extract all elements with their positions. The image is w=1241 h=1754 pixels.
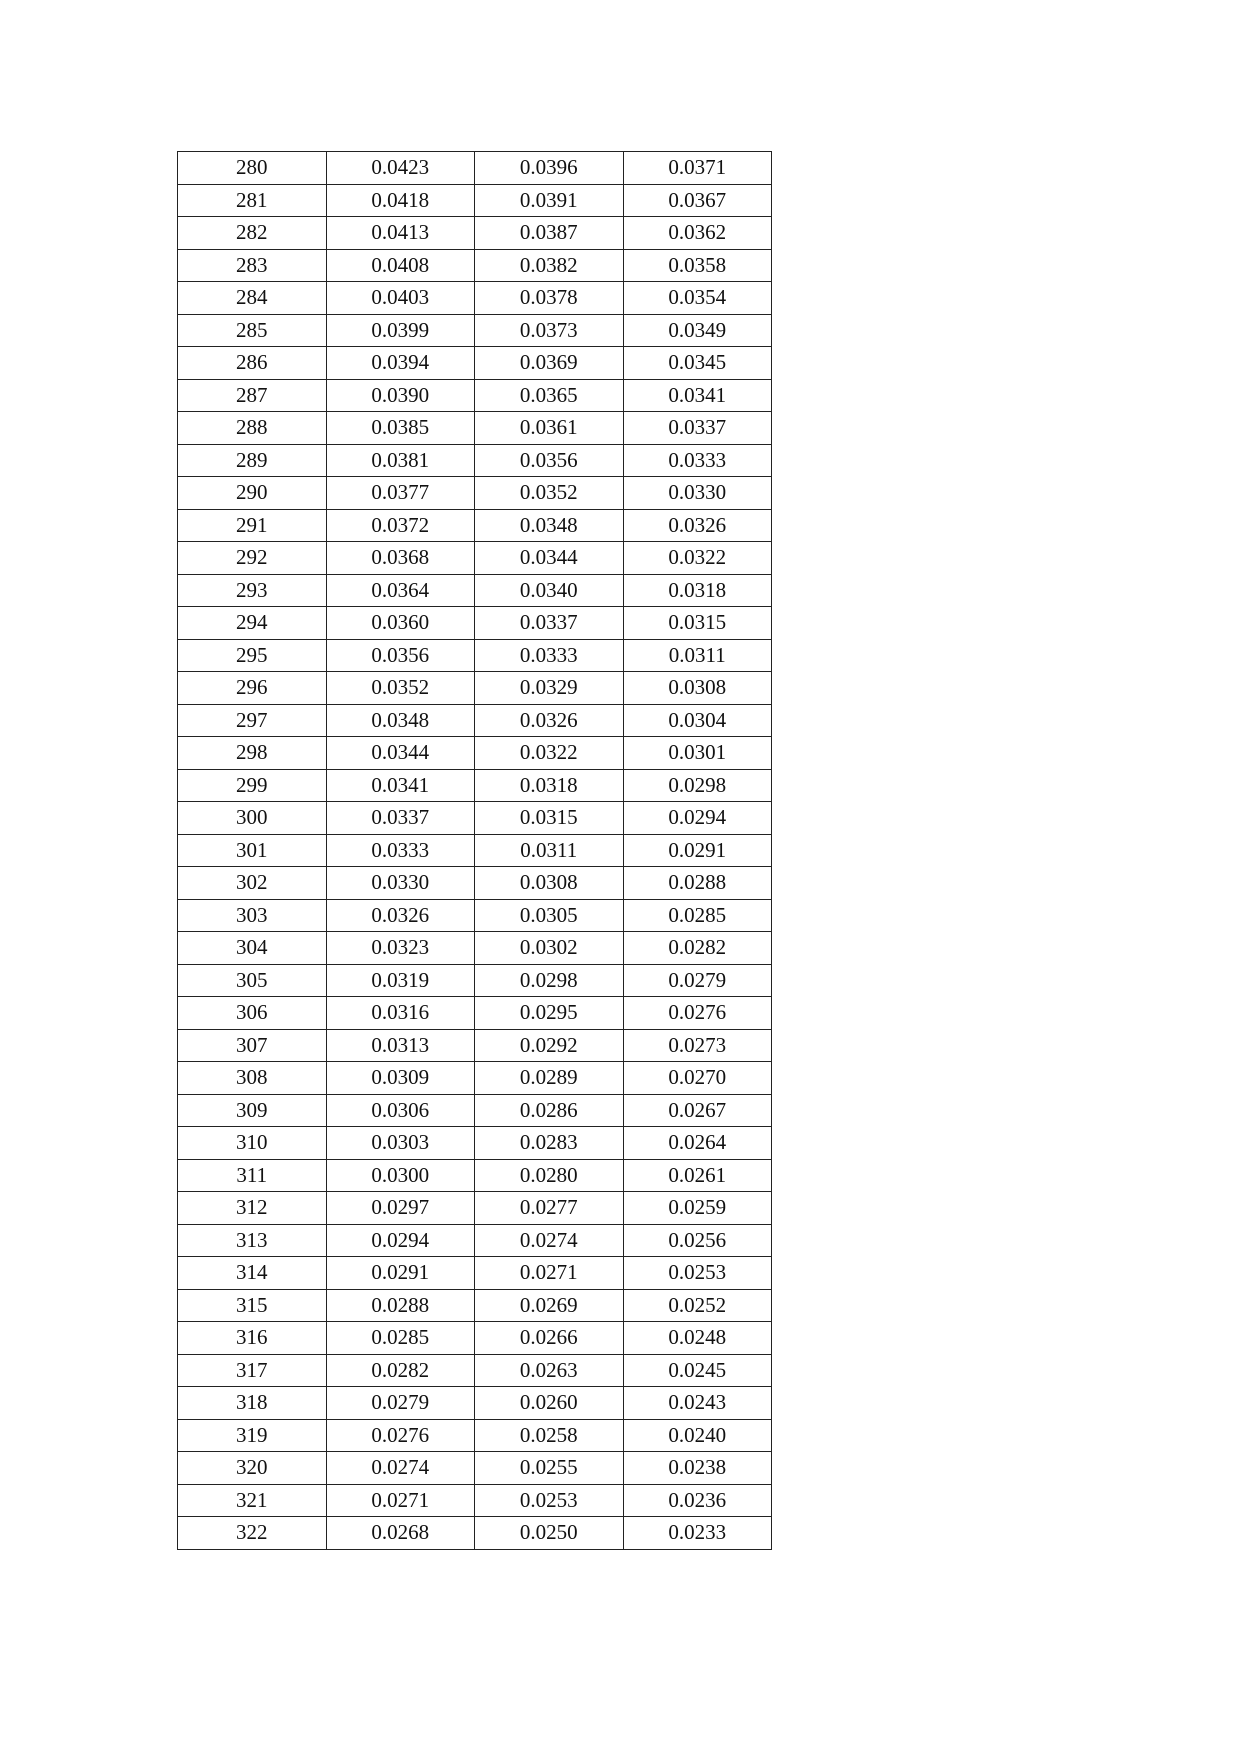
table-cell: 0.0361 — [475, 412, 624, 445]
table-cell: 285 — [178, 314, 327, 347]
table-cell: 0.0311 — [475, 834, 624, 867]
table-cell: 0.0394 — [326, 347, 475, 380]
table-row — [178, 737, 772, 770]
data-table — [177, 151, 772, 1550]
table-cell: 321 — [178, 1484, 327, 1517]
table-cell: 0.0330 — [623, 477, 772, 510]
table-cell: 0.0329 — [475, 672, 624, 705]
table-row — [178, 249, 772, 282]
table-cell: 0.0313 — [326, 1029, 475, 1062]
table-cell: 0.0276 — [326, 1419, 475, 1452]
table-cell: 312 — [178, 1192, 327, 1225]
table-row — [178, 1062, 772, 1095]
table-cell: 0.0263 — [475, 1354, 624, 1387]
table-row — [178, 867, 772, 900]
table-cell: 0.0337 — [475, 607, 624, 640]
table-cell: 297 — [178, 704, 327, 737]
table-row — [178, 509, 772, 542]
table-body — [178, 152, 772, 1550]
table-row — [178, 802, 772, 835]
table-cell: 0.0399 — [326, 314, 475, 347]
table-row — [178, 217, 772, 250]
table-cell: 311 — [178, 1159, 327, 1192]
table-cell: 0.0322 — [475, 737, 624, 770]
table-cell: 0.0323 — [326, 932, 475, 965]
table-cell: 287 — [178, 379, 327, 412]
table-cell: 0.0315 — [475, 802, 624, 835]
table-cell: 0.0368 — [326, 542, 475, 575]
table-cell: 0.0271 — [326, 1484, 475, 1517]
table-cell: 0.0285 — [623, 899, 772, 932]
table-cell: 0.0345 — [623, 347, 772, 380]
table-cell: 0.0268 — [326, 1517, 475, 1550]
table-row — [178, 899, 772, 932]
table-cell: 0.0233 — [623, 1517, 772, 1550]
table-cell: 0.0279 — [326, 1387, 475, 1420]
table-cell: 0.0236 — [623, 1484, 772, 1517]
table-cell: 0.0297 — [326, 1192, 475, 1225]
table-cell: 0.0358 — [623, 249, 772, 282]
table-row — [178, 1094, 772, 1127]
table-cell: 0.0282 — [623, 932, 772, 965]
table-cell: 0.0311 — [623, 639, 772, 672]
table-cell: 318 — [178, 1387, 327, 1420]
table-cell: 284 — [178, 282, 327, 315]
table-cell: 0.0258 — [475, 1419, 624, 1452]
table-cell: 0.0305 — [475, 899, 624, 932]
table-cell: 0.0348 — [475, 509, 624, 542]
table-cell: 0.0326 — [326, 899, 475, 932]
table-cell: 300 — [178, 802, 327, 835]
table-cell: 0.0279 — [623, 964, 772, 997]
table-cell: 0.0378 — [475, 282, 624, 315]
table-row — [178, 542, 772, 575]
table-row — [178, 769, 772, 802]
table-cell: 0.0253 — [623, 1257, 772, 1290]
table-cell: 0.0283 — [475, 1127, 624, 1160]
table-cell: 0.0274 — [326, 1452, 475, 1485]
table-cell: 0.0354 — [623, 282, 772, 315]
table-cell: 290 — [178, 477, 327, 510]
table-cell: 0.0288 — [326, 1289, 475, 1322]
table-cell: 302 — [178, 867, 327, 900]
table-cell: 0.0280 — [475, 1159, 624, 1192]
table-cell: 0.0298 — [475, 964, 624, 997]
table-cell: 0.0285 — [326, 1322, 475, 1355]
table-cell: 0.0385 — [326, 412, 475, 445]
table-cell: 320 — [178, 1452, 327, 1485]
table-cell: 0.0337 — [623, 412, 772, 445]
table-cell: 0.0316 — [326, 997, 475, 1030]
table-cell: 0.0330 — [326, 867, 475, 900]
table-cell: 0.0288 — [623, 867, 772, 900]
table-row — [178, 314, 772, 347]
table-cell: 0.0391 — [475, 184, 624, 217]
table-cell: 0.0341 — [326, 769, 475, 802]
table-cell: 0.0252 — [623, 1289, 772, 1322]
table-cell: 0.0291 — [326, 1257, 475, 1290]
table-cell: 303 — [178, 899, 327, 932]
table-row — [178, 1159, 772, 1192]
table-cell: 0.0362 — [623, 217, 772, 250]
table-cell: 0.0352 — [326, 672, 475, 705]
table-row — [178, 1322, 772, 1355]
table-cell: 0.0303 — [326, 1127, 475, 1160]
table-cell: 0.0292 — [475, 1029, 624, 1062]
table-cell: 0.0337 — [326, 802, 475, 835]
table-row — [178, 1029, 772, 1062]
table-cell: 0.0408 — [326, 249, 475, 282]
table-row — [178, 444, 772, 477]
table-cell: 0.0267 — [623, 1094, 772, 1127]
table-cell: 0.0308 — [475, 867, 624, 900]
table-row — [178, 639, 772, 672]
table-cell: 0.0318 — [475, 769, 624, 802]
table-cell: 0.0344 — [326, 737, 475, 770]
table-cell: 0.0282 — [326, 1354, 475, 1387]
table-cell: 0.0306 — [326, 1094, 475, 1127]
table-cell: 301 — [178, 834, 327, 867]
table-row — [178, 1517, 772, 1550]
table-cell: 0.0261 — [623, 1159, 772, 1192]
table-cell: 0.0369 — [475, 347, 624, 380]
table-row — [178, 607, 772, 640]
table-cell: 0.0291 — [623, 834, 772, 867]
table-cell: 0.0245 — [623, 1354, 772, 1387]
table-cell: 0.0255 — [475, 1452, 624, 1485]
table-cell: 0.0286 — [475, 1094, 624, 1127]
table-row — [178, 412, 772, 445]
table-cell: 317 — [178, 1354, 327, 1387]
table-cell: 315 — [178, 1289, 327, 1322]
table-cell: 293 — [178, 574, 327, 607]
table-cell: 299 — [178, 769, 327, 802]
table-cell: 0.0264 — [623, 1127, 772, 1160]
table-cell: 0.0256 — [623, 1224, 772, 1257]
table-cell: 306 — [178, 997, 327, 1030]
table-row — [178, 834, 772, 867]
table-row — [178, 1289, 772, 1322]
table-cell: 314 — [178, 1257, 327, 1290]
table-cell: 0.0340 — [475, 574, 624, 607]
table-cell: 0.0326 — [475, 704, 624, 737]
table-cell: 0.0333 — [475, 639, 624, 672]
table-row — [178, 672, 772, 705]
table-row — [178, 964, 772, 997]
table-row — [178, 152, 772, 185]
table-row — [178, 1419, 772, 1452]
table-cell: 294 — [178, 607, 327, 640]
table-cell: 0.0304 — [623, 704, 772, 737]
table-row — [178, 932, 772, 965]
table-row — [178, 574, 772, 607]
table-cell: 0.0294 — [326, 1224, 475, 1257]
table-cell: 0.0259 — [623, 1192, 772, 1225]
table-cell: 0.0253 — [475, 1484, 624, 1517]
table-cell: 0.0322 — [623, 542, 772, 575]
table-cell: 0.0274 — [475, 1224, 624, 1257]
table-cell: 291 — [178, 509, 327, 542]
table-cell: 0.0260 — [475, 1387, 624, 1420]
table-cell: 289 — [178, 444, 327, 477]
table-cell: 0.0318 — [623, 574, 772, 607]
table-cell: 288 — [178, 412, 327, 445]
table-cell: 0.0372 — [326, 509, 475, 542]
table-cell: 313 — [178, 1224, 327, 1257]
table-cell: 0.0266 — [475, 1322, 624, 1355]
table-row — [178, 1387, 772, 1420]
table-cell: 0.0248 — [623, 1322, 772, 1355]
table-cell: 0.0243 — [623, 1387, 772, 1420]
table-row — [178, 1127, 772, 1160]
table-cell: 0.0396 — [475, 152, 624, 185]
table-cell: 0.0356 — [475, 444, 624, 477]
table-cell: 0.0300 — [326, 1159, 475, 1192]
table-cell: 0.0371 — [623, 152, 772, 185]
table-cell: 0.0308 — [623, 672, 772, 705]
table-cell: 0.0333 — [326, 834, 475, 867]
table-cell: 0.0367 — [623, 184, 772, 217]
table-cell: 322 — [178, 1517, 327, 1550]
table-row — [178, 1354, 772, 1387]
table-cell: 0.0309 — [326, 1062, 475, 1095]
table-cell: 298 — [178, 737, 327, 770]
table-cell: 0.0333 — [623, 444, 772, 477]
table-row — [178, 1257, 772, 1290]
table-cell: 316 — [178, 1322, 327, 1355]
table-cell: 0.0352 — [475, 477, 624, 510]
table-cell: 0.0273 — [623, 1029, 772, 1062]
table-cell: 0.0341 — [623, 379, 772, 412]
table-cell: 0.0382 — [475, 249, 624, 282]
table-cell: 0.0295 — [475, 997, 624, 1030]
table-cell: 0.0344 — [475, 542, 624, 575]
table-cell: 0.0364 — [326, 574, 475, 607]
table-row — [178, 477, 772, 510]
table-cell: 0.0348 — [326, 704, 475, 737]
table-cell: 0.0349 — [623, 314, 772, 347]
table-cell: 0.0387 — [475, 217, 624, 250]
table-cell: 0.0423 — [326, 152, 475, 185]
table-row — [178, 347, 772, 380]
table-cell: 0.0319 — [326, 964, 475, 997]
table-cell: 282 — [178, 217, 327, 250]
table-cell: 0.0298 — [623, 769, 772, 802]
table-cell: 0.0238 — [623, 1452, 772, 1485]
table-cell: 0.0356 — [326, 639, 475, 672]
table-row — [178, 1484, 772, 1517]
table-cell: 0.0301 — [623, 737, 772, 770]
table-cell: 0.0269 — [475, 1289, 624, 1322]
table-cell: 305 — [178, 964, 327, 997]
table-cell: 0.0360 — [326, 607, 475, 640]
table-row — [178, 1452, 772, 1485]
table-cell: 0.0365 — [475, 379, 624, 412]
table-row — [178, 282, 772, 315]
table-cell: 0.0413 — [326, 217, 475, 250]
table-cell: 292 — [178, 542, 327, 575]
table-cell: 0.0315 — [623, 607, 772, 640]
table-cell: 310 — [178, 1127, 327, 1160]
table-cell: 304 — [178, 932, 327, 965]
table-cell: 281 — [178, 184, 327, 217]
table-cell: 286 — [178, 347, 327, 380]
table-cell: 280 — [178, 152, 327, 185]
table-row — [178, 1224, 772, 1257]
table-cell: 283 — [178, 249, 327, 282]
table-row — [178, 997, 772, 1030]
table-cell: 0.0240 — [623, 1419, 772, 1452]
table-row — [178, 184, 772, 217]
table-cell: 0.0270 — [623, 1062, 772, 1095]
table-cell: 0.0250 — [475, 1517, 624, 1550]
table-cell: 0.0381 — [326, 444, 475, 477]
table-cell: 295 — [178, 639, 327, 672]
table-cell: 0.0403 — [326, 282, 475, 315]
table-cell: 0.0302 — [475, 932, 624, 965]
table-cell: 0.0418 — [326, 184, 475, 217]
table-cell: 309 — [178, 1094, 327, 1127]
table-cell: 307 — [178, 1029, 327, 1062]
table-cell: 0.0271 — [475, 1257, 624, 1290]
table-cell: 0.0294 — [623, 802, 772, 835]
table-cell: 0.0373 — [475, 314, 624, 347]
table-cell: 0.0326 — [623, 509, 772, 542]
table-cell: 319 — [178, 1419, 327, 1452]
table-cell: 0.0377 — [326, 477, 475, 510]
table-cell: 296 — [178, 672, 327, 705]
table-row — [178, 1192, 772, 1225]
table-cell: 0.0276 — [623, 997, 772, 1030]
table-cell: 0.0390 — [326, 379, 475, 412]
table-cell: 0.0289 — [475, 1062, 624, 1095]
table-cell: 0.0277 — [475, 1192, 624, 1225]
table-row — [178, 379, 772, 412]
table-row — [178, 704, 772, 737]
table-cell: 308 — [178, 1062, 327, 1095]
